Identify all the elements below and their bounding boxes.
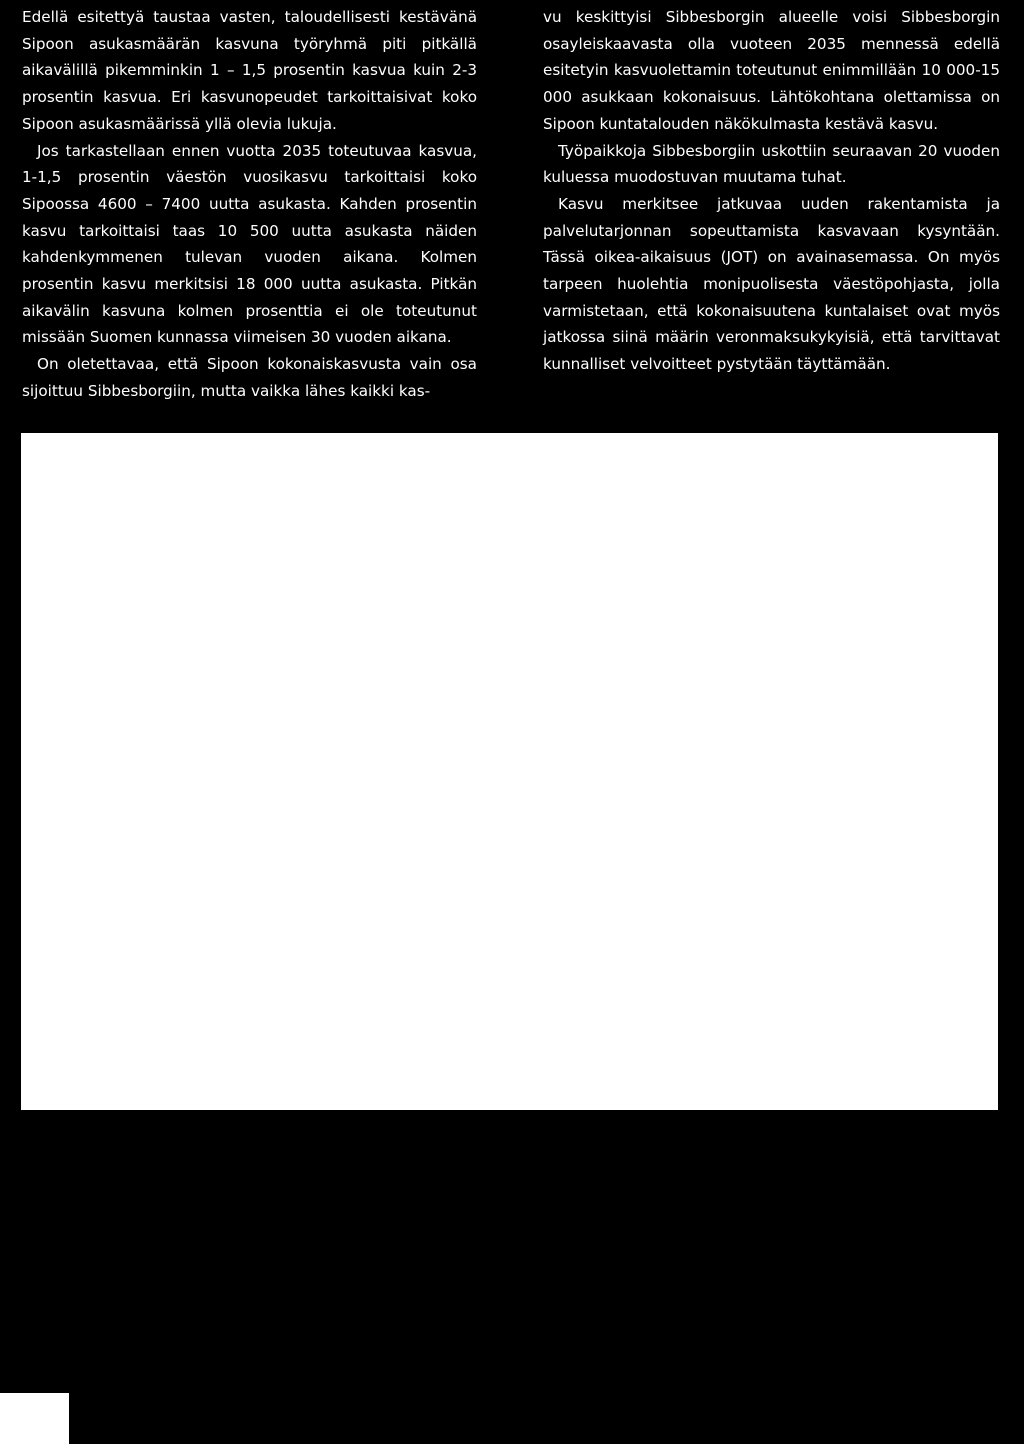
right-paragraph-1: vu keskittyisi Sibbesborgin alueelle voisi Sibbesborgin osayleiskaavasta olla vuoteen 2035 mennessä edellä esitetyin kasvuolettamin toteutunut enimmillään 10 000-15 000 asukkaan kokonaisuus. Lähtökohtana olettamissa on Sipoon kuntatalouden näkökulmasta kestävä kasvu. <box>543 8 1000 133</box>
left-paragraph-1: Edellä esitettyä taustaa vasten, taloudellisesti kestävänä Sipoon asukasmäärän kasvuna työryhmä piti pitkällä aikavälillä pikemminkin 1 – 1,5 prosentin kasvua kuin 2-3 prosentin kasvua. Eri kasvunopeudet tarkoittaisivat koko Sipoon asukasmäärissä yllä olevia lukuja. <box>22 8 477 133</box>
right-paragraph-2: Työpaikkoja Sibbesborgiin uskottiin seuraavan 20 vuoden kuluessa muodostuvan muutama tuhat. <box>543 141 1000 187</box>
figure-area <box>21 433 998 1110</box>
left-text-column <box>22 4 477 405</box>
left-paragraph-2: Jos tarkastellaan ennen vuotta 2035 toteutuvaa kasvua, 1-1,5 prosentin väestön vuosikasvu tarkoittaisi koko Sipoossa 4600 – 7400 uutta asukasta. Kahden prosentin kasvu tarkoittaisi taas 10 500 uutta asukasta näiden kahdenkymmenen tulevan vuoden aikana. Kolmen prosentin kasvu merkitsisi 18 000 uutta asukasta. Pitkän aikavälin kasvuna kolmen prosenttia ei ole toteutunut missään Suomen kunnassa viimeisen 30 vuoden aikana. <box>22 141 477 347</box>
right-paragraph-3: Kasvu merkitsee jatkuvaa uuden rakentamista ja palvelutarjonnan sopeuttamista kasvavaan kysyntään. Tässä oikea-aikaisuus (JOT) on avainasemassa. On myös tarpeen huolehtia monipuolisesta väestöpohjasta, jolla varmistetaan, että kokonaisuutena kuntalaiset ovat myös jatkossa siinä määrin veronmaksukykyisiä, että tarvittavat kunnalliset velvoitteet pystytään täyttämään. <box>543 194 1000 374</box>
left-paragraph-3: On oletettavaa, että Sipoon kokonaiskasvusta vain osa sijoittuu Sibbesborgiin, mutta vaikka lähes kaikki kas- <box>22 355 477 400</box>
right-text-column <box>543 4 1000 378</box>
page-corner-block <box>0 1393 69 1444</box>
